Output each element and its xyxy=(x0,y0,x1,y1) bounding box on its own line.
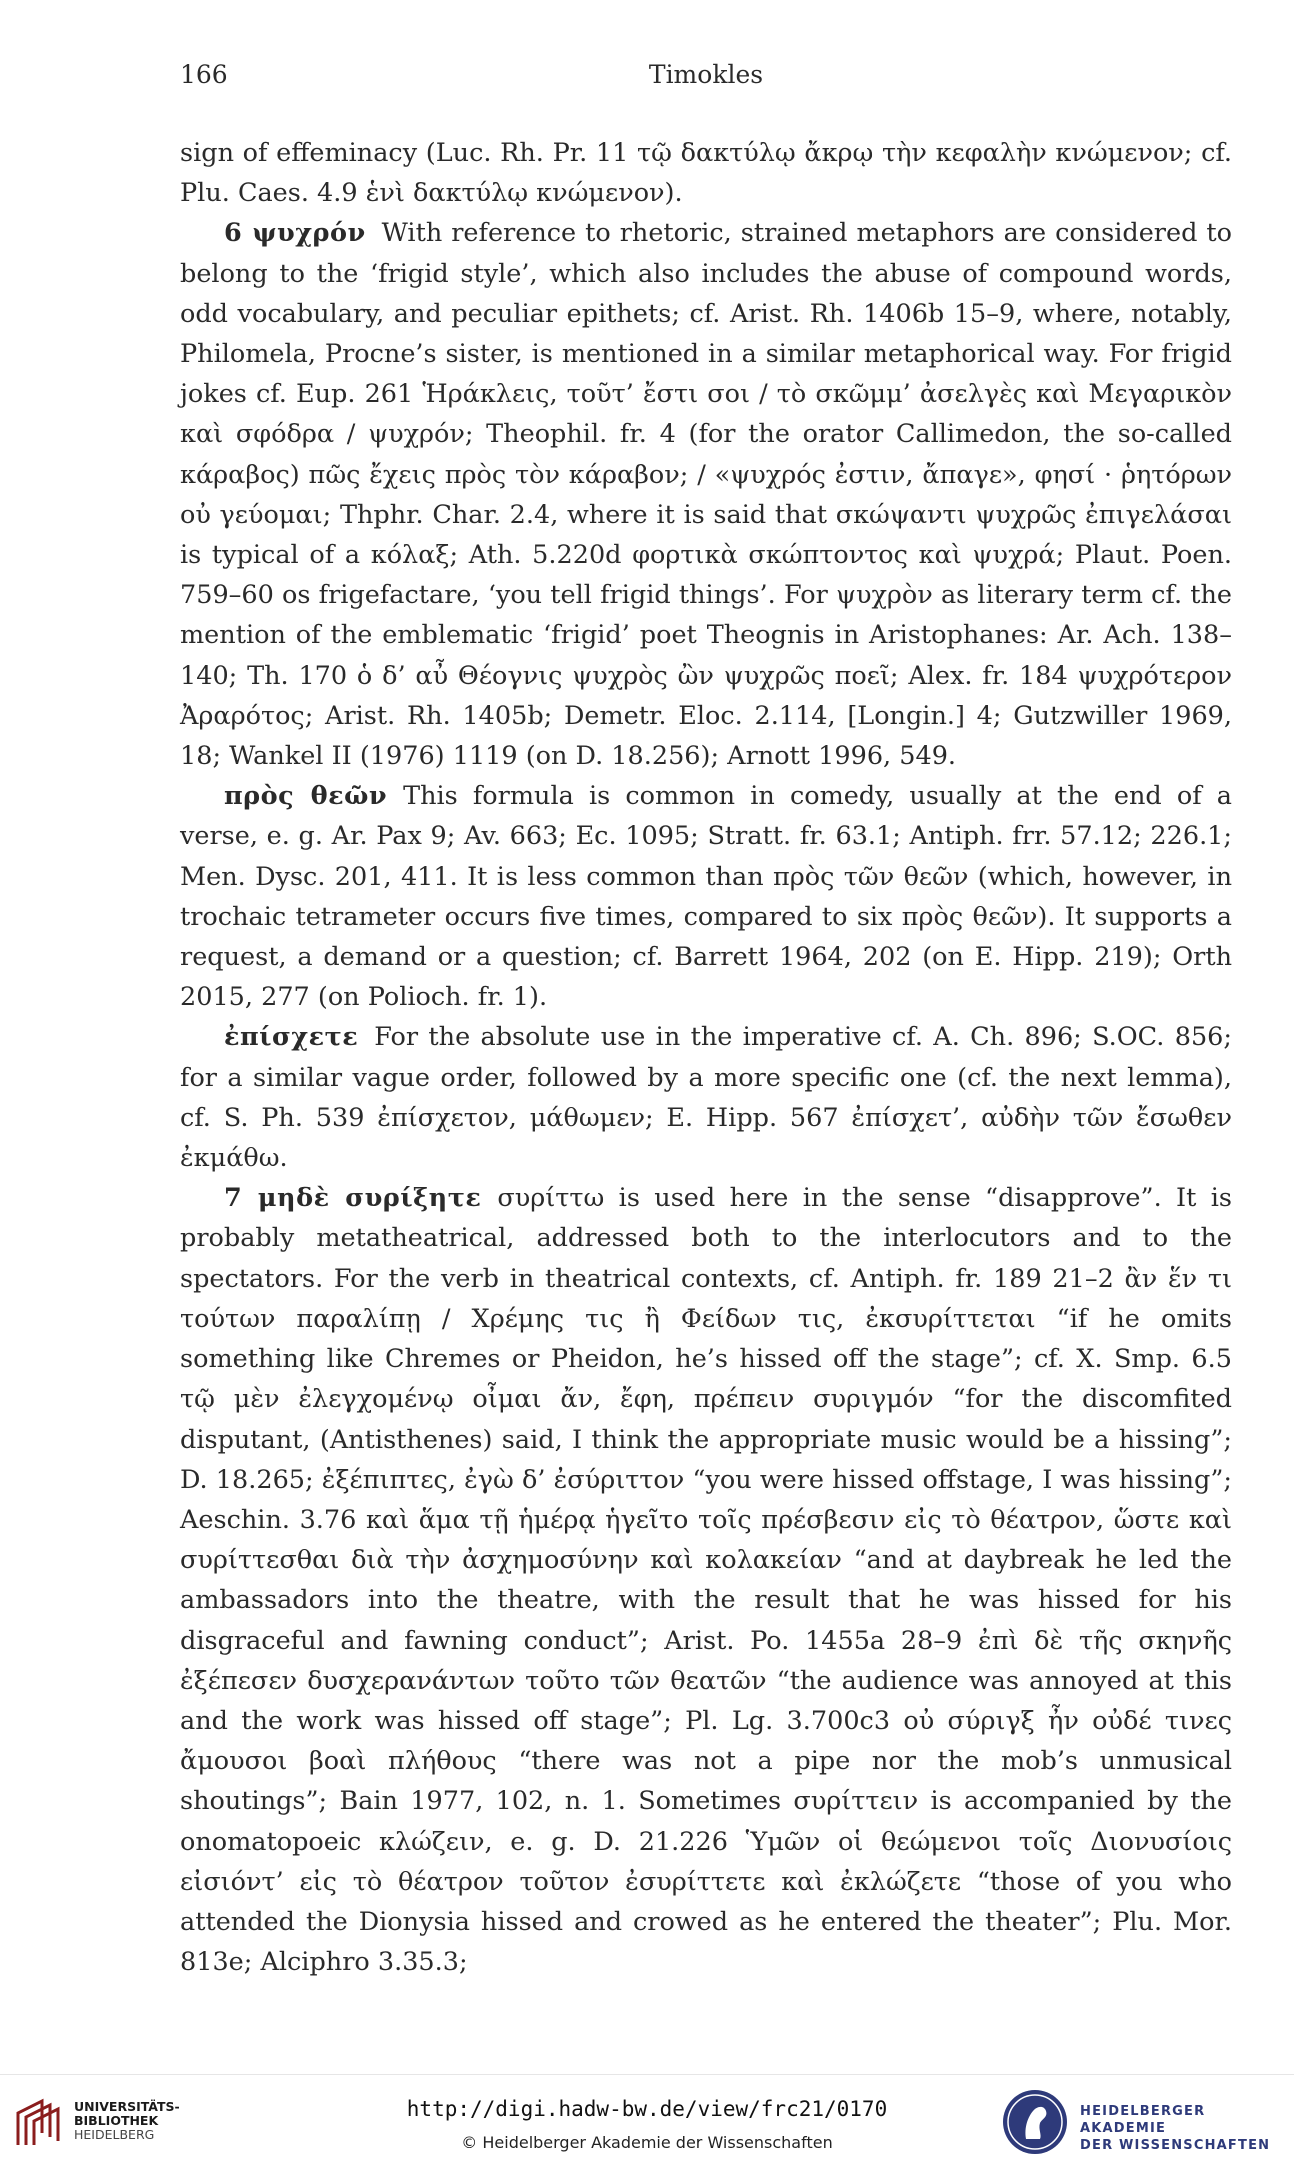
lemma: ἐπίσχετε xyxy=(224,1022,359,1053)
running-head xyxy=(180,60,1232,96)
commentary-paragraph xyxy=(180,133,1232,213)
lemma: 6 ψυχρόν xyxy=(224,218,366,249)
academy-seal-icon xyxy=(1000,2087,1070,2157)
copyright-notice: © Heidelberger Akademie der Wissenschaften xyxy=(461,2133,833,2152)
lemma: πρὸς θεῶν xyxy=(224,781,388,812)
viewer-footer xyxy=(0,2074,1294,2165)
page-number: 166 xyxy=(180,60,228,89)
library-name: UNIVERSITÄTS- BIBLIOTHEK HEIDELBERG xyxy=(74,2099,180,2142)
commentary-entry xyxy=(180,1017,1232,1178)
paragraph-text: sign of effeminacy (Luc. Rh. Pr. 11 τῷ δακτύλῳ ἄκρῳ τὴν κεφαλὴν κνώμενον; cf. Plu. Caes. 4.9 ἑνὶ δακτύλῳ κνώμενον). xyxy=(180,138,1232,209)
commentary-entry xyxy=(180,213,1232,776)
commentary-text xyxy=(180,133,1232,1982)
running-title: Timokles xyxy=(648,60,764,89)
entry-text: This formula is common in comedy, usually at the end of a verse, e. g. Ar. Pax 9; Av. 663; Ec. 1095; Stratt. fr. 63.1; Antiph. frr. 57.12; 226.1; Men. Dysc. 201, 411. It is less common than πρὸς τῶν θεῶν (which, however, in trochaic tetrameter occurs five times, compared to six πρὸς θεῶν). It supports a request, a demand or a question; cf. Barrett 1964, 202 (on E. Hipp. 219); Orth 2015, 277 (on Polioch. fr. 1). xyxy=(180,781,1232,1013)
entry-text: With reference to rhetoric, strained metaphors are considered to belong to the ‘frigid style’, which also includes the abuse of compound words, odd vocabulary, and peculiar epithets; cf. Arist. Rh. 1406b 15–9, where, notably, Philomela, Procne’s sister, is mentioned in a similar metaphorical way. For frigid jokes cf. Eup. 261 Ἡράκλεις, τοῦτ’ ἔστι σοι / τὸ σκῶμμ’ ἀσελγὲς καὶ Μεγαρικὸν καὶ σφόδρα / ψυχρόν; Theophil. fr. 4 (for the orator Callimedon, the so-called κάραβος) πῶς ἔχεις πρὸς τὸν κάραβον; / «ψυχρός ἐστιν, ἄπαγε», φησί · ῥητόρων οὐ γεύομαι; Thphr. Char. 2.4, where it is said that σκώψαντι ψυχρῶς ἐπιγελάσαι is typical of a κόλαξ; Ath. 5.220d φορτικὰ σκώπτοντος καὶ ψυχρά; Plaut. Poen. 759–60 os frigefactare, ‘you tell frigid things’. For ψυχρὸν as literary term cf. the mention of the emblematic ‘frigid’ poet Theognis in Aristophanes: Ar. Ach. 138–140; Th. 170 ὁ δ’ αὖ Θέογνις ψυχρὸς ὢν ψυχρῶς ποεῖ; Alex. fr. 184 ψυχρότερον Ἀραρότος; Arist. Rh. 1405b; Demetr. Eloc. 2.114, [Longin.] 4; Gutzwiller 1969, 18; Wankel II (1976) 1119 (on D. 18.256); Arnott 1996, 549. xyxy=(180,218,1232,772)
commentary-entry xyxy=(180,1178,1232,1982)
entry-text: For the absolute use in the imperative cf. A. Ch. 896; S.OC. 856; for a similar vague order, followed by a more specific one (cf. the next lemma), cf. S. Ph. 539 ἐπίσχετον, μάθωμεν; E. Hipp. 567 ἐπίσχετ’, αὐδὴν τῶν ἔσωθεν ἐκμάθω. xyxy=(180,1022,1232,1174)
academy-name: HEIDELBERGER AKADEMIE DER WISSENSCHAFTEN xyxy=(1080,2104,1271,2153)
commentary-entry xyxy=(180,776,1232,1017)
lemma: 7 μηδὲ συρίξητε xyxy=(224,1183,482,1214)
permalink[interactable]: http://digi.hadw-bw.de/view/frc21/0170 xyxy=(406,2097,888,2121)
entry-text: συρίττω is used here in the sense “disapprove”. It is probably metatheatrical, addressed both to the interlocutors and to the spectators. For the verb in theatrical contexts, cf. Antiph. fr. 189 21–2 ἂν ἕν τι τούτων παραλίπῃ / Χρέμης τις ἢ Φείδων τις, ἐκσυρίττεται “if he omits something like Chremes or Pheidon, he’s hissed off the stage”; cf. X. Smp. 6.5 τῷ μὲν ἐλεγχομένῳ οἶμαι ἄν, ἔφη, πρέπειν συριγμόν “for the discomfited disputant, (Antisthenes) said, I think the appropriate music would be a hissing”; D. 18.265; ἐξέπιπτες, ἐγὼ δ’ ἐσύριττον “you were hissed offstage, I was hissing”; Aeschin. 3.76 καὶ ἅμα τῇ ἡμέρᾳ ἡγεῖτο τοῖς πρέσβεσιν εἰς τὸ θέατρον, ὥστε καὶ συρίττεσθαι διὰ τὴν ἀσχημοσύνην καὶ κολακείαν “and at daybreak he led the ambassadors into the theatre, with the result that he was hissed for his disgraceful and fawning conduct”; Arist. Po. 1455a 28–9 ἐπὶ δὲ τῆς σκηνῆς ἐξέπεσεν δυσχερανάντων τοῦτο τῶν θεατῶν “the audience was annoyed at this and the work was hissed off stage”; Pl. Lg. 3.700c3 οὐ σύριγξ ἦν οὐδέ τινες ἄμουσοι βοαὶ πλήθους “there was not a pipe nor the mob’s unmusical shoutings”; Bain 1977, 102, n. 1. Sometimes συρίττειν is accompanied by the onomatopoeic κλώζειν, e. g. D. 21.226 Ὑμῶν οἱ θεώμενοι τοῖς Διονυσίοις εἰσιόντ’ εἰς τὸ θέατρον τοῦτον ἐσυρίττετε καὶ ἐκλώζετε “those of you who attended the Dionysia hissed and crowed as he entered the theater”; Plu. Mor. 813e; Alciphro 3.35.3; xyxy=(180,1183,1232,1978)
